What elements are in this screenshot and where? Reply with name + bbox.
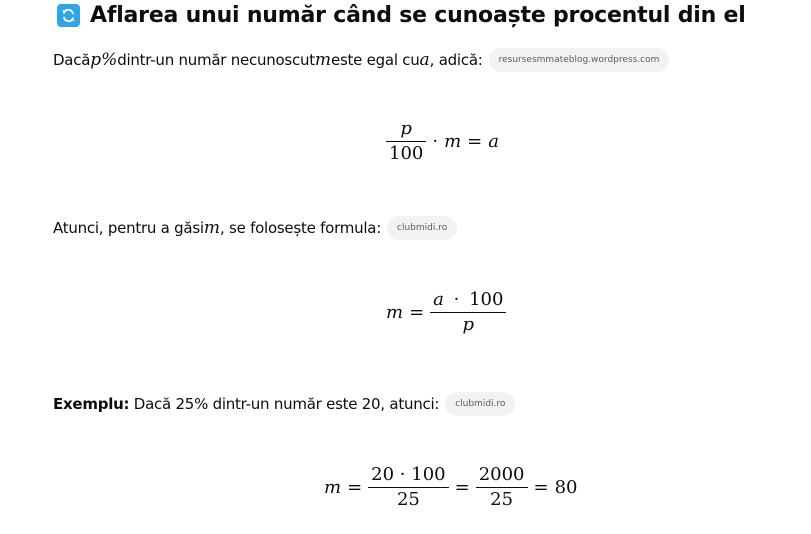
fraction-20x100-over-25 (368, 464, 448, 511)
fraction-denominator: 25 (490, 489, 514, 510)
equals-operator: = (533, 477, 549, 498)
fraction-denominator: 100 (389, 143, 424, 164)
example-label: Exemplu: (53, 395, 130, 413)
fraction-denominator: p (462, 314, 475, 335)
arrows-counterclockwise-emoji-icon (57, 4, 80, 27)
equals-operator: = (467, 131, 483, 152)
para2-var-m: m (203, 218, 220, 238)
fraction-bar (368, 487, 448, 488)
heading-title: Aflarea unui număr când se cunoaște procentul din el (90, 2, 746, 28)
result-value: 80 (554, 477, 578, 498)
numerator-number: 100 (469, 289, 504, 310)
para1-var-p-percent: p% (90, 50, 118, 70)
fraction-2000-over-25 (476, 464, 528, 511)
equals-operator: = (347, 477, 363, 498)
formula-example-computation (324, 464, 578, 511)
numerator-variable-a: a (433, 289, 444, 310)
para1-text-1: Dacă (53, 51, 91, 69)
source-citation-button[interactable]: clubmidi.ro (445, 392, 515, 416)
fraction-bar (430, 312, 506, 313)
fraction-p-over-100 (386, 118, 426, 165)
source-citation-button[interactable]: resursesmmateblog.wordpress.com (489, 48, 670, 72)
para1-var-m: m (314, 50, 331, 70)
fraction-numerator: p (400, 118, 412, 139)
fraction-denominator: 25 (396, 489, 420, 510)
variable-m: m (444, 131, 462, 152)
fraction-a100-over-p (430, 289, 506, 336)
intro-paragraph (53, 48, 669, 72)
para1-text-4: , adică: (429, 51, 483, 69)
variable-m: m (386, 302, 404, 323)
formula-intro-paragraph (53, 216, 457, 240)
example-paragraph (53, 392, 515, 416)
para2-text-2: , se folosește formula: (219, 219, 381, 237)
formula-find-m (386, 289, 506, 336)
equals-operator: = (454, 477, 470, 498)
fraction-numerator: 20 · 100 (371, 464, 446, 485)
variable-a: a (488, 131, 499, 152)
variable-m: m (324, 477, 342, 498)
section-heading (57, 0, 746, 30)
fraction-numerator: 2000 (478, 464, 525, 485)
source-citation-button[interactable]: clubmidi.ro (387, 216, 457, 240)
equals-operator: = (409, 302, 425, 323)
example-text: Dacă 25% dintr-un număr este 20, atunci: (129, 395, 440, 413)
para1-text-3: este egal cu (330, 51, 420, 69)
numerator-multiply-operator: · (453, 289, 460, 310)
fraction-numerator (430, 289, 506, 311)
fraction-bar (476, 487, 528, 488)
multiply-operator: · (432, 131, 439, 152)
fraction-bar (386, 141, 426, 142)
para2-text-1: Atunci, pentru a găsi (53, 219, 204, 237)
para1-var-a: a (419, 50, 430, 70)
formula-percent-definition (386, 118, 499, 165)
para1-text-2: dintr-un număr necunoscut (117, 51, 315, 69)
